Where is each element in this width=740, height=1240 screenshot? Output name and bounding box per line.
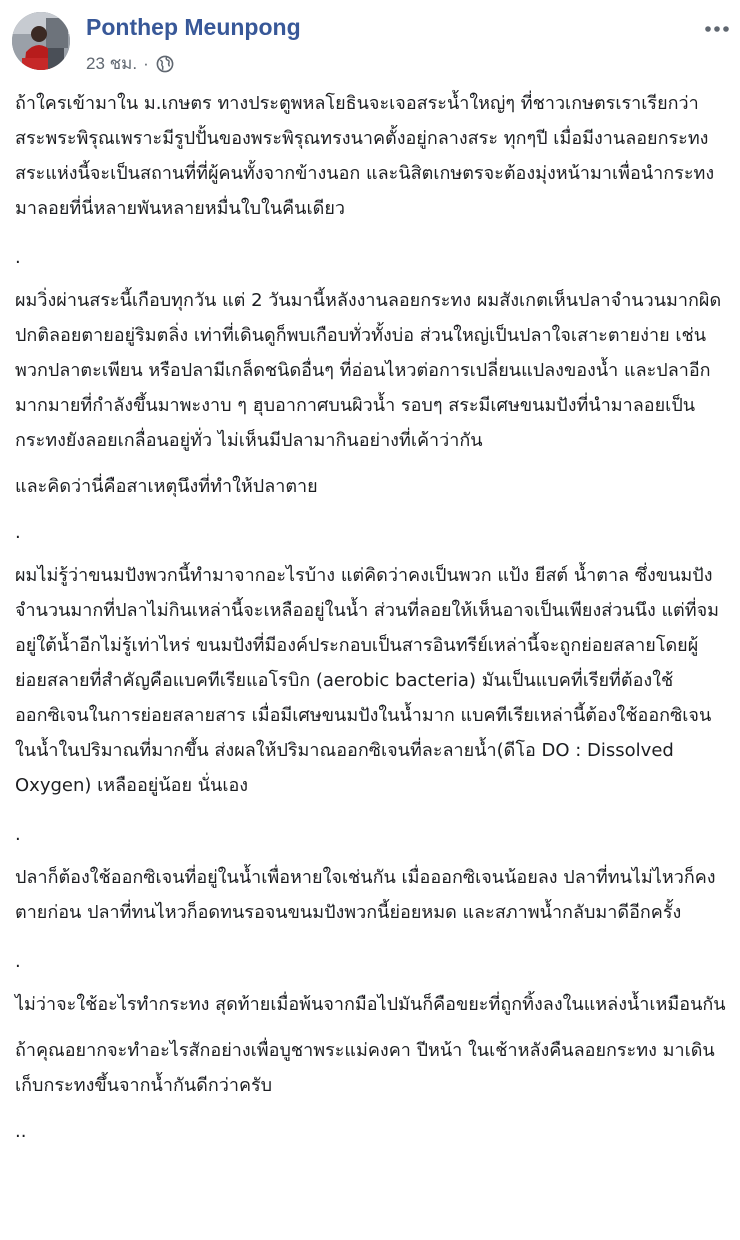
- post-paragraph: ถ้าคุณอยากจะทำอะไรสักอย่างเพื่อบูชาพระแม่คงคา ปีหน้า ในเช้าหลังคืนลอยกระทง มาเดินเก็บกระทงขึ้นจากน้ำกันดีกว่าครับ: [15, 1040, 715, 1096]
- post-paragraph: ถ้าใครเข้ามาใน ม.เกษตร ทางประตูพหลโยธินจะเจอสระน้ำใหญ่ๆ ที่ชาวเกษตรเราเรียกว่าสระพระพิรุณเพราะมีรูปปั้นของพระพิรุณทรงนาคตั้งอยู่กลางสระ ทุกๆปี เมื่อมีงานลอยกระทง สระแห่งนี้จะเป็นสถานที่ที่ผู้คนทั้งจากข้างนอก และนิสิตเกษตรจะต้องมุ่งหน้ามาเพื่อนำกระทงมาลอยที่นี่หลายพันหลายหมื่นใบในคืนเดียว: [15, 93, 715, 219]
- post-separator-dot: .: [15, 522, 21, 543]
- post-separator-dot: .: [15, 247, 21, 268]
- more-horizontal-icon[interactable]: [704, 20, 730, 32]
- post-meta: [86, 50, 174, 77]
- globe-icon[interactable]: [156, 55, 174, 73]
- post-separator-dot: .: [15, 824, 21, 845]
- post-paragraph: ไม่ว่าจะใช้อะไรทำกระทง สุดท้ายเมื่อพ้นจากมือไปมันก็คือขยะที่ถูกทิ้งลงในแหล่งน้ำเหมือนกัน: [15, 994, 726, 1015]
- post-separator-dot: ..: [15, 1121, 27, 1142]
- post-paragraph: ผมไม่รู้ว่าขนมปังพวกนี้ทำมาจากอะไรบ้าง แต่คิดว่าคงเป็นพวก แป้ง ยีสต์ น้ำตาล ซึ่งขนมปังจำนวนมากที่ปลาไม่กินเหล่านี้จะเหลืออยู่ในน้ำ ส่วนที่ลอยให้เห็นอาจเป็นเพียงส่วนนึง แต่ที่จมอยู่ใต้น้ำอีกไม่รู้เท่าไหร่ ขนมปังที่มีองค์ประกอบเป็นสารอินทรีย์เหล่านี้จะถูกย่อยสลายโดยผู้ย่อยสลายที่สำคัญคือแบคทีเรียแอโรบิก (aerobic bacteria) มันเป็นแบคที่เรียที่ต้องใช้ออกซิเจนในการย่อยสลายสาร เมื่อมีเศษขนมปังในน้ำมาก แบคทีเรียเหล่านี้ต้องใช้ออกซิเจนในน้ำในปริมาณที่มากขึ้น ส่งผลให้ปริมาณออกซิเจนที่ละลายน้ำ(ดีโอ DO : Dissolved Oxygen) เหลืออยู่น้อย นั่นเอง: [15, 565, 720, 796]
- author-name[interactable]: Ponthep Meunpong: [86, 14, 301, 40]
- author-avatar[interactable]: [12, 12, 70, 70]
- post-separator-dot: .: [15, 951, 21, 972]
- post-body: [15, 86, 727, 1149]
- profile-photo-icon: [12, 12, 70, 70]
- post-paragraph: ผมวิ่งผ่านสระนี้เกือบทุกวัน แต่ 2 วันมานี้หลังงานลอยกระทง ผมสังเกตเห็นปลาจำนวนมากผิดปกติลอยตายอยู่ริมตลิ่ง เท่าที่เดินดูก็พบเกือบทั่วทั้งบ่อ ส่วนใหญ่เป็นปลาใจเสาะตายง่าย เช่น พวกปลาตะเพียน หรือปลามีเกล็ดชนิดอื่นๆ ที่อ่อนไหวต่อการเปลี่ยนแปลงของน้ำ และปลาอีกมากมายที่กำลังขึ้นมาพะงาบ ๆ ฮุบอากาศบนผิวน้ำ รอบๆ สระมีเศษขนมปังที่นำมาลอยเป็นกระทงยังลอยเกลื่อนอยู่ทั่ว ไม่เห็นมีปลามากินอย่างที่เค้าว่ากัน: [15, 290, 722, 451]
- post-timestamp[interactable]: 23 ชม.: [86, 54, 138, 73]
- meta-separator: ·: [143, 53, 149, 73]
- post-paragraph: และคิดว่านี่คือสาเหตุนึงที่ทำให้ปลาตาย: [15, 476, 318, 497]
- post-paragraph: ปลาก็ต้องใช้ออกซิเจนที่อยู่ในน้ำเพื่อหายใจเช่นกัน เมื่อออกซิเจนน้อยลง ปลาที่ทนไม่ไหวก็คงตายก่อน ปลาที่ทนไหวก็อดทนรอจนขนมปังพวกนี้ย่อยหมด และสภาพน้ำกลับมาดีอีกครั้ง: [15, 867, 716, 923]
- post-header: [0, 0, 740, 80]
